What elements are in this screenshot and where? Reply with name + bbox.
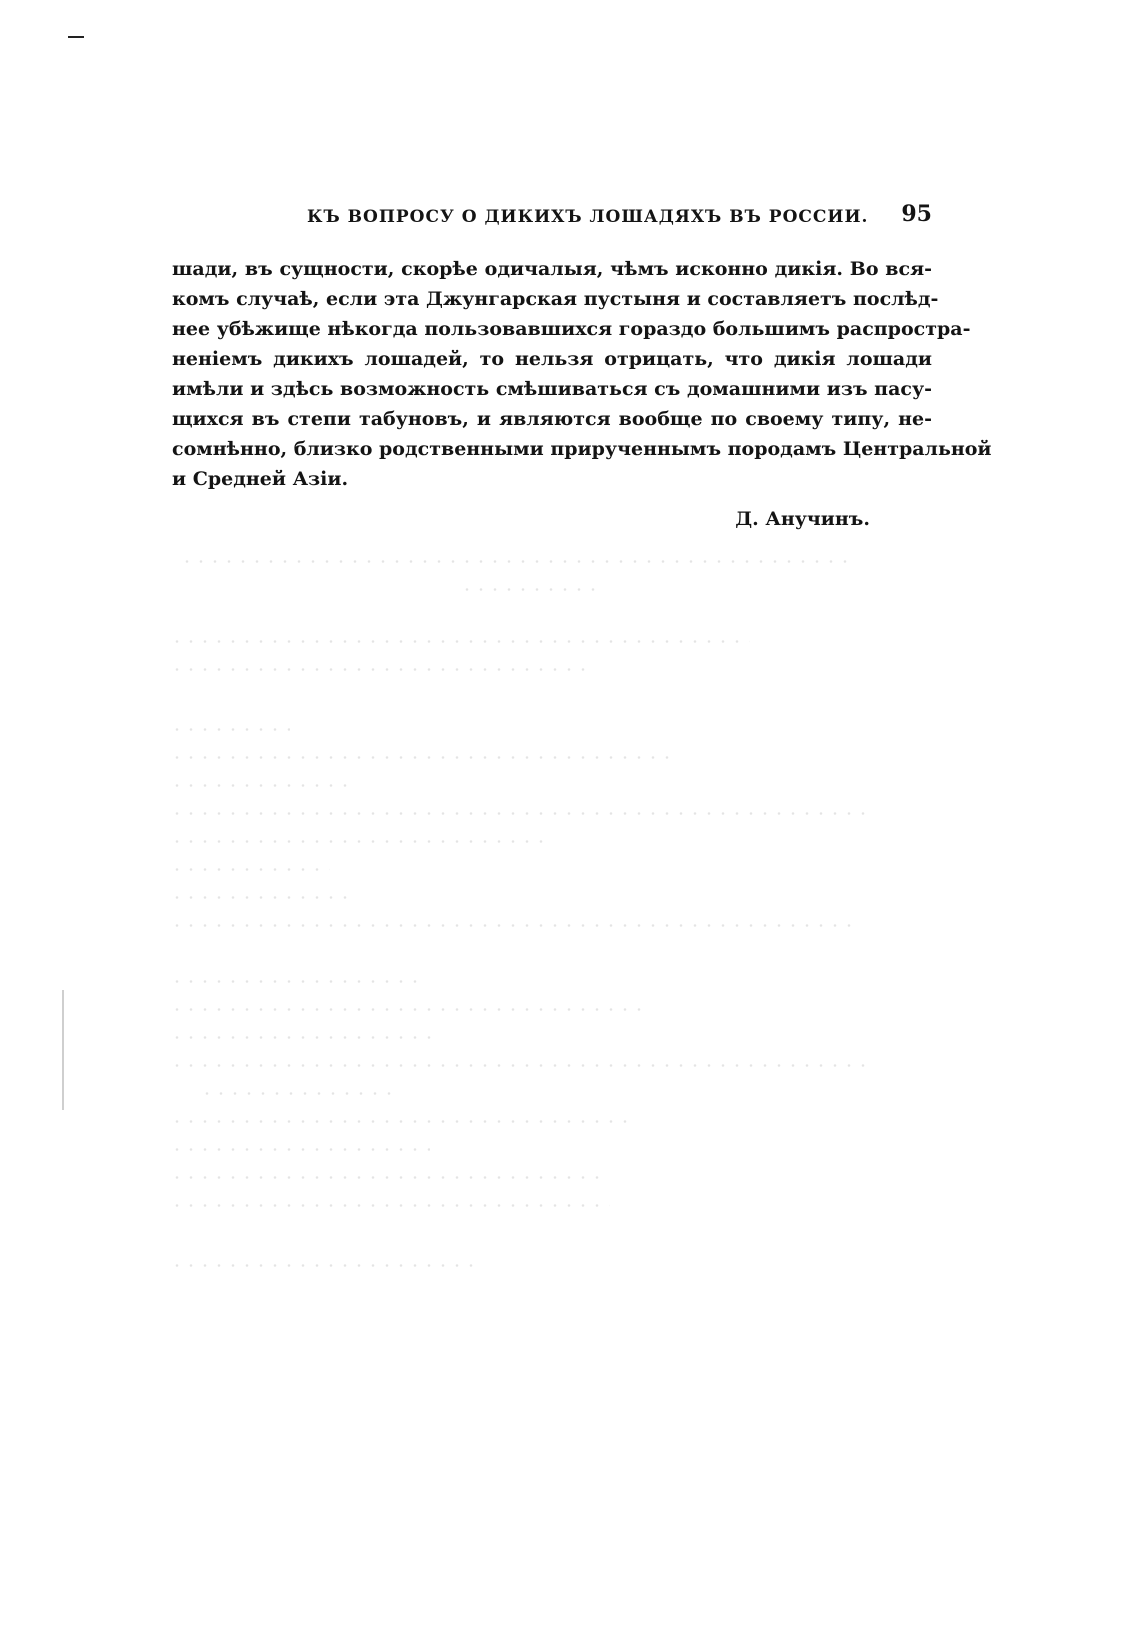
author-signature: Д. Анучинъ. bbox=[735, 508, 870, 530]
page-number: 95 bbox=[901, 201, 932, 227]
running-header bbox=[172, 201, 932, 233]
scan-edge-mark bbox=[62, 990, 64, 1110]
running-title: КЪ ВОПРОСУ О ДИКИХЪ ЛОШАДЯХЪ ВЪ РОССИИ. bbox=[307, 207, 869, 227]
text-line: и Средней Азіи. bbox=[172, 468, 349, 490]
text-line: сомнѣнно, близко родственными прирученнымъ породамъ Центральной bbox=[172, 438, 992, 460]
text-line: имѣли и здѣсь возможность смѣшиваться съ домашними изъ пасу- bbox=[172, 378, 932, 400]
text-line: неніемъ дикихъ лошадей, то нельзя отрицать, что дикія лошади bbox=[172, 348, 932, 370]
scan-mark bbox=[68, 36, 84, 38]
text-line: шади, въ сущности, скорѣе одичалыя, чѣмъ исконно дикія. Во вся- bbox=[172, 258, 932, 280]
body-paragraph bbox=[172, 254, 992, 494]
text-line: нее убѣжище нѣкогда пользовавшихся гораздо большимъ распростра- bbox=[172, 318, 971, 340]
bleed-through-noise bbox=[170, 560, 950, 1320]
text-line: комъ случаѣ, если эта Джунгарская пустыня и составляетъ послѣд- bbox=[172, 288, 939, 310]
text-line: щихся въ степи табуновъ, и являются вообще по своему типу, не- bbox=[172, 408, 932, 430]
